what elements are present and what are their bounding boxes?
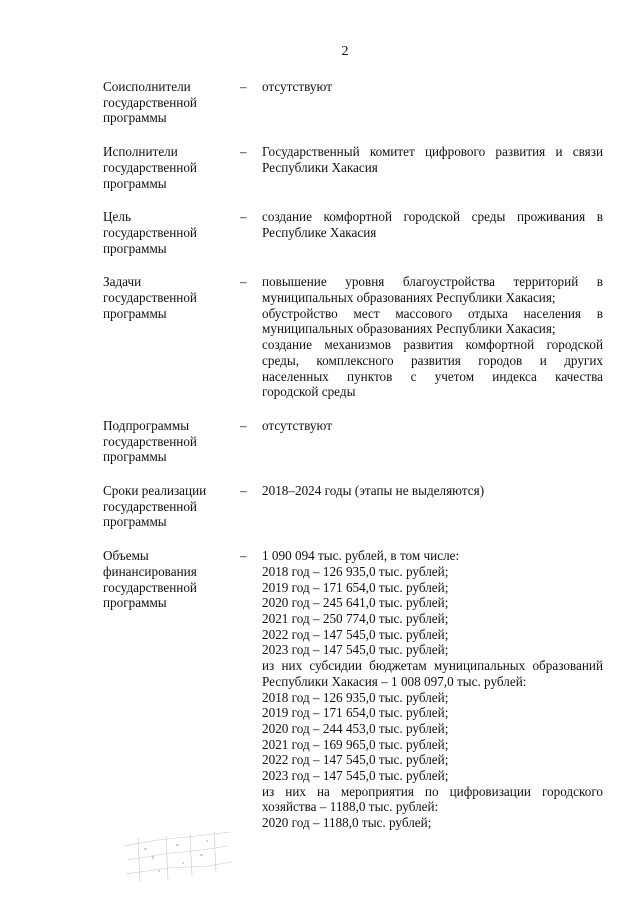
row-value-line: 2018 год – 126 935,0 тыс. рублей; bbox=[262, 563, 449, 579]
row-value-line: 2022 год – 147 545,0 тыс. рублей; bbox=[262, 626, 449, 642]
row-dash: – bbox=[240, 483, 247, 499]
program-passport-table bbox=[103, 79, 603, 849]
row-value-line: создание механизмов развития комфортной городской bbox=[262, 337, 603, 353]
passport-row bbox=[103, 209, 603, 256]
row-label bbox=[103, 79, 240, 126]
row-value-line: Республики Хакасия bbox=[262, 159, 378, 175]
passport-row bbox=[103, 79, 603, 126]
passport-row bbox=[103, 548, 603, 831]
passport-row bbox=[103, 274, 603, 400]
row-value-line: 2021 год – 250 774,0 тыс. рублей; bbox=[262, 610, 449, 626]
row-label-line: государственной bbox=[103, 498, 197, 514]
row-label-line: Сроки реализации bbox=[103, 483, 207, 499]
row-value-line: из них на мероприятия по цифровизации городского bbox=[262, 783, 603, 799]
row-label-line: государственной bbox=[103, 579, 197, 595]
faint-stamp-mark bbox=[118, 826, 236, 886]
row-label-line: государственной bbox=[103, 224, 197, 240]
row-value-line: 2019 год – 171 654,0 тыс. рублей; bbox=[262, 705, 449, 721]
row-value-line: 2019 год – 171 654,0 тыс. рублей; bbox=[262, 579, 449, 595]
row-label-line: Исполнители bbox=[103, 144, 178, 160]
row-value-line: Государственный комитет цифрового развития и связи bbox=[262, 144, 603, 160]
row-value bbox=[262, 79, 603, 95]
row-value-line: муниципальных образованиях Республики Хакасия; bbox=[262, 321, 556, 337]
row-value-line: 2020 год – 245 641,0 тыс. рублей; bbox=[262, 595, 449, 611]
row-label bbox=[103, 209, 240, 256]
row-label bbox=[103, 274, 240, 321]
row-value-line: 2020 год – 1188,0 тыс. рублей; bbox=[262, 815, 432, 831]
row-label-line: программы bbox=[103, 240, 167, 256]
row-value bbox=[262, 209, 603, 240]
row-dash: – bbox=[240, 417, 247, 433]
row-label-line: государственной bbox=[103, 290, 197, 306]
row-value bbox=[262, 548, 603, 831]
row-label-line: финансирования bbox=[103, 563, 197, 579]
row-value-line: 2018–2024 годы (этапы не выделяются) bbox=[262, 483, 485, 499]
row-value-line: среды, комплексного развития городов и других bbox=[262, 352, 603, 368]
row-label-line: программы bbox=[103, 305, 167, 321]
row-label-line: программы bbox=[103, 449, 167, 465]
row-label bbox=[103, 483, 240, 530]
row-value-line: из них субсидии бюджетам муниципальных образований bbox=[262, 658, 603, 674]
row-label-line: программы bbox=[103, 110, 167, 126]
row-value-line: 2018 год – 126 935,0 тыс. рублей; bbox=[262, 689, 449, 705]
row-value-line: 2023 год – 147 545,0 тыс. рублей; bbox=[262, 642, 449, 658]
row-value-line: обустройство мест массового отдыха населения в bbox=[262, 305, 603, 321]
row-value-line: хозяйства – 1188,0 тыс. рублей: bbox=[262, 799, 439, 815]
row-value-line: 2020 год – 244 453,0 тыс. рублей; bbox=[262, 720, 449, 736]
passport-row bbox=[103, 418, 603, 465]
row-dash: – bbox=[240, 79, 247, 94]
row-dash: – bbox=[240, 548, 247, 564]
row-value bbox=[262, 483, 603, 499]
row-dash: – bbox=[240, 144, 247, 160]
row-label bbox=[103, 418, 240, 465]
row-label-line: государственной bbox=[103, 94, 197, 110]
page-number: 2 bbox=[341, 44, 349, 59]
row-value-line: 2022 год – 147 545,0 тыс. рублей; bbox=[262, 752, 449, 768]
row-value-line: Республики Хакасия – 1 008 097,0 тыс. рублей: bbox=[262, 673, 527, 689]
passport-row bbox=[103, 483, 603, 530]
row-value bbox=[262, 418, 603, 434]
row-label-line: программы bbox=[103, 175, 167, 191]
row-label-line: программы bbox=[103, 595, 167, 611]
row-label-line: программы bbox=[103, 514, 167, 530]
row-value-line: отсутствуют bbox=[262, 79, 332, 94]
row-value bbox=[262, 144, 603, 175]
row-label-line: Соисполнители bbox=[103, 79, 191, 94]
row-label-line: государственной bbox=[103, 433, 197, 449]
row-value-line: населенных пунктов с учетом индекса качества bbox=[262, 368, 603, 384]
row-label-line: Цель bbox=[103, 209, 131, 225]
row-dash: – bbox=[240, 209, 247, 225]
row-label-line: государственной bbox=[103, 159, 197, 175]
row-value-line: создание комфортной городской среды проживания в bbox=[262, 209, 603, 225]
row-label-line: Подпрограммы bbox=[103, 417, 190, 433]
row-label-line: Объемы bbox=[103, 548, 149, 564]
row-value-line: городской среды bbox=[262, 384, 356, 400]
row-value-line: повышение уровня благоустройства территорий в bbox=[262, 274, 603, 290]
passport-row bbox=[103, 144, 603, 191]
row-value-line: 2021 год – 169 965,0 тыс. рублей; bbox=[262, 736, 449, 752]
row-label bbox=[103, 144, 240, 191]
row-value-line: муниципальных образованиях Республики Хакасия; bbox=[262, 290, 556, 306]
row-value-line: отсутствуют bbox=[262, 417, 332, 433]
row-value-line: Республике Хакасия bbox=[262, 224, 377, 240]
row-value-line: 1 090 094 тыс. рублей, в том числе: bbox=[262, 548, 460, 564]
row-label-line: Задачи bbox=[103, 274, 142, 290]
row-label bbox=[103, 548, 240, 611]
row-dash: – bbox=[240, 274, 247, 290]
row-value-line: 2023 год – 147 545,0 тыс. рублей; bbox=[262, 768, 449, 784]
row-value bbox=[262, 274, 603, 400]
